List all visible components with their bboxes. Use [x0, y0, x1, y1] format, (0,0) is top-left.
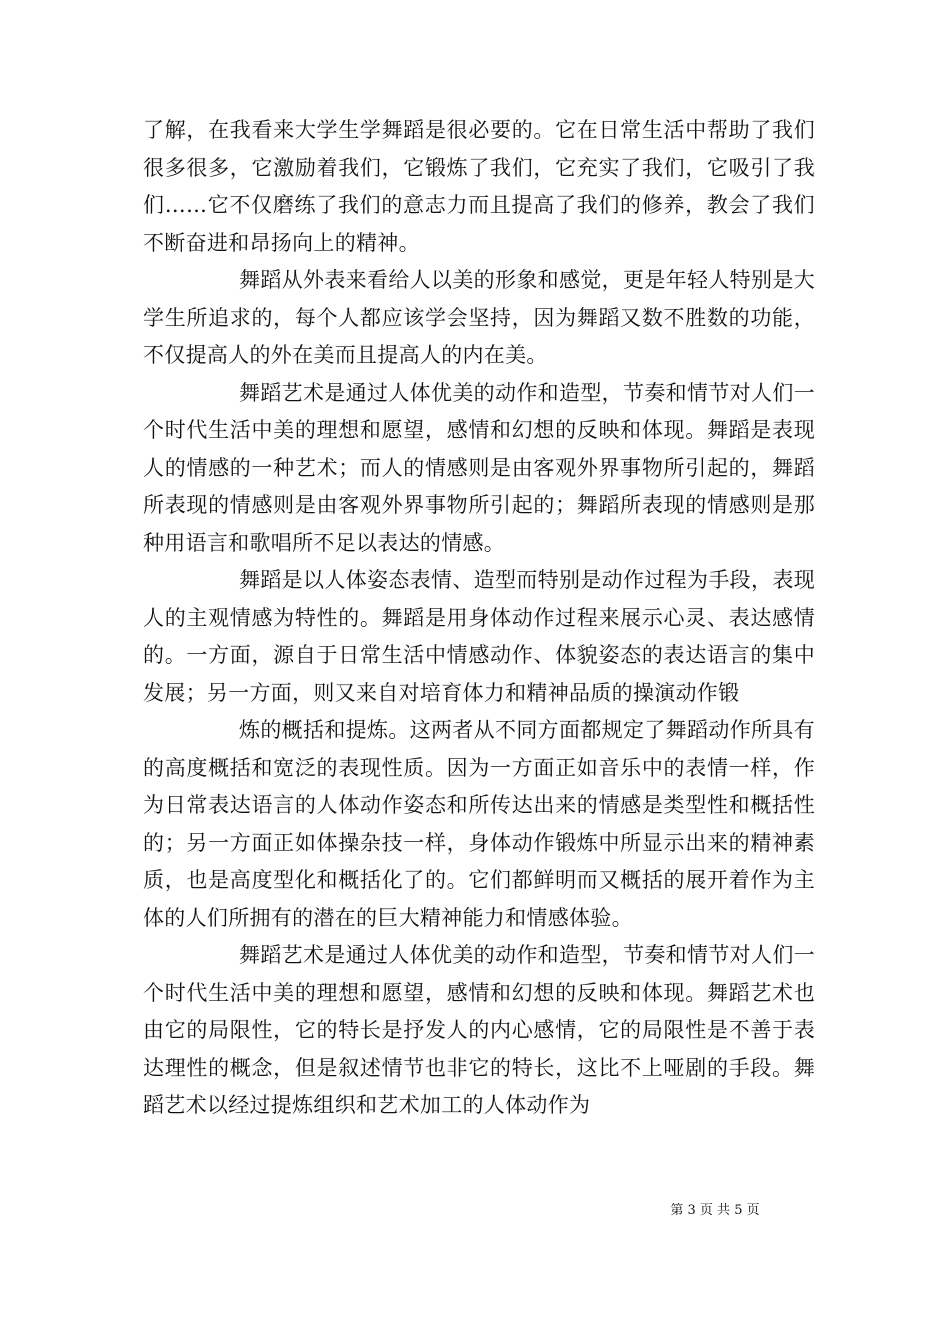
- paragraph-3: 舞蹈艺术是通过人体优美的动作和造型，节奏和情节对人们一个时代生活中美的理想和愿望，感情和幻想的反映和体现。舞蹈是表现人的情感的一种艺术；而人的情感则是由客观外界事物所引起的，舞蹈所表现的情感则是由客观外界事物所引起的；舞蹈所表现的情感则是那种用语言和歌唱所不足以表达的情感。: [143, 380, 815, 555]
- paragraph-2: 舞蹈从外表来看给人以美的形象和感觉，更是年轻人特别是大学生所追求的，每个人都应该学会坚持，因为舞蹈又数不胜数的功能，不仅提高人的外在美而且提高人的内在美。: [143, 268, 815, 367]
- paragraph-4: 舞蹈是以人体姿态表情、造型而特别是动作过程为手段，表现人的主观情感为特性的。舞蹈是用身体动作过程来展示心灵、表达感情的。一方面，源自于日常生活中情感动作、体貌姿态的表达语言的集中发展；另一方面，则又来自对培育体力和精神品质的操演动作锻: [143, 568, 815, 705]
- paragraph-6: 舞蹈艺术是通过人体优美的动作和造型，节奏和情节对人们一个时代生活中美的理想和愿望，感情和幻想的反映和体现。舞蹈艺术也由它的局限性，它的特长是抒发人的内心感情，它的局限性是不善于表达理性的概念，但是叙述情节也非它的特长，这比不上哑剧的手段。舞蹈艺术以经过提炼组织和艺术加工的人体动作为: [143, 943, 815, 1117]
- page-footer: 第 3 页 共 5 页: [670, 1203, 760, 1218]
- paragraph-5: 炼的概括和提炼。这两者从不同方面都规定了舞蹈动作所具有的高度概括和宽泛的表现性质。因为一方面正如音乐中的表情一样，作为日常表达语言的人体动作姿态和所传达出来的情感是类型性和概括性的；另一方面正如体操杂技一样，身体动作锻炼中所显示出来的精神素质，也是高度型化和概括化了的。它们都鲜明而又概括的展开着作为主体的人们所拥有的潜在的巨大精神能力和情感体验。: [143, 718, 815, 930]
- paragraph-1: 了解，在我看来大学生学舞蹈是很必要的。它在日常生活中帮助了我们很多很多，它激励着我们，它锻炼了我们，它充实了我们，它吸引了我们……它不仅磨练了我们的意志力而且提高了我们的修养，教会了我们不断奋进和昂扬向上的精神。: [143, 118, 815, 255]
- body-text: [143, 112, 815, 1125]
